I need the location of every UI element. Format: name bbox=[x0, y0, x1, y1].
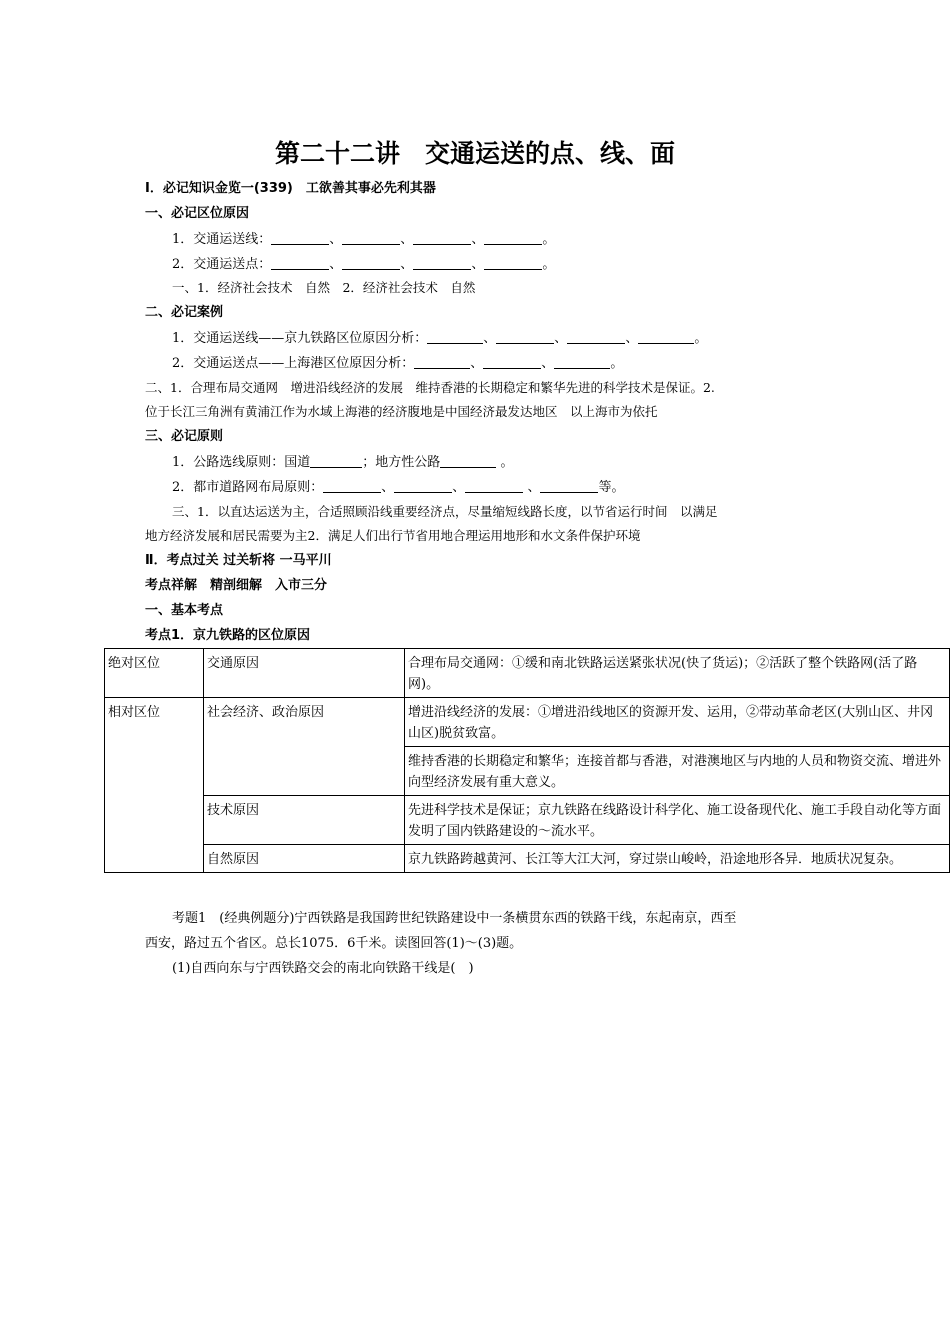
answer-1: 一、1．经济社会技术 自然 2．经济社会技术 自然 bbox=[172, 280, 476, 295]
blank[interactable] bbox=[465, 479, 523, 493]
blank[interactable] bbox=[271, 231, 329, 245]
blank[interactable] bbox=[484, 256, 542, 270]
blank[interactable] bbox=[271, 256, 329, 270]
question-jingjiu-line: 1．交通运送线——京九铁路区位原因分析： 、 、 、 。 bbox=[172, 331, 708, 346]
question-label: 2．交通运送点——上海港区位原因分析： bbox=[172, 356, 415, 371]
exam-question-line-2: 西安，路过五个省区。总长1075．6千米。读图回答(1)～(3)题。 bbox=[145, 936, 523, 951]
question-city-road-network: 2．都市道路网布局原则： 、 、 、 等。 bbox=[172, 480, 625, 495]
question-label: 2．交通运送点： bbox=[172, 257, 272, 272]
table-cell: 社会经济、政治原因 bbox=[204, 698, 405, 796]
point-1-heading: 考点1．京九铁路的区位原因 bbox=[145, 628, 311, 643]
table-row bbox=[105, 698, 950, 747]
answer-3-line-1: 三、1．以直达运送为主，合适照顾沿线重要经济点，尽量缩短线路长度，以节省运行时间 以满足 bbox=[172, 504, 718, 519]
table-cell: 相对区位 bbox=[105, 698, 204, 873]
table-row bbox=[105, 845, 950, 873]
blank[interactable] bbox=[323, 479, 381, 493]
punctuation: 。 bbox=[500, 455, 514, 470]
answer-2-line-1: 二、1．合理布局交通网 增进沿线经济的发展 维持香港的长期稳定和繁华先进的科学技术是保证。2. bbox=[145, 380, 715, 395]
basic-points-heading: 一、基本考点 bbox=[145, 603, 224, 618]
table-cell: 绝对区位 bbox=[105, 649, 204, 698]
question-road-principles bbox=[172, 454, 513, 471]
blank[interactable] bbox=[342, 231, 400, 245]
table-row bbox=[105, 649, 950, 698]
question-label: 1．公路选线原则：国道 bbox=[172, 455, 311, 470]
blank[interactable] bbox=[427, 330, 483, 344]
blank[interactable] bbox=[414, 355, 470, 369]
blank[interactable] bbox=[413, 256, 471, 270]
subsection-cases: 二、必记案例 bbox=[145, 305, 224, 320]
question-transport-line: 1．交通运送线： 、 、 、 。 bbox=[172, 232, 556, 247]
question-label: ；地方性公路 bbox=[362, 455, 441, 470]
blank[interactable] bbox=[496, 330, 554, 344]
table-cell: 技术原因 bbox=[204, 796, 405, 845]
exam-question-line-1: 考题1 (经典例题分)宁西铁路是我国跨世纪铁路建设中一条横贯东西的铁路干线，东起南京，西至 bbox=[172, 911, 737, 926]
blank[interactable] bbox=[484, 231, 542, 245]
answer-3-line-2: 地方经济发展和居民需要为主2．满足人们出行节省用地合理运用地形和水文条件保护环境 bbox=[145, 528, 641, 543]
question-transport-point: 2．交通运送点： 、 、 、 。 bbox=[172, 257, 556, 272]
table-cell: 先进科学技术是保证；京九铁路在线路设计科学化、施工设备现代化、施工手段自动化等方面发明了国内铁路建设的～流水平。 bbox=[405, 796, 950, 845]
question-shanghai-port: 2．交通运送点——上海港区位原因分析： 、 、 。 bbox=[172, 356, 624, 371]
section-2-heading: Ⅱ．考点过关 过关斩将 一马平川 bbox=[145, 553, 332, 568]
blank[interactable] bbox=[440, 454, 496, 468]
question-label: 等。 bbox=[598, 480, 625, 495]
table-cell: 维持香港的长期稳定和繁华；连接首都与香港，对港澳地区与内地的人员和物资交流、增进外向型经济发展有重大意义。 bbox=[405, 747, 950, 796]
table-cell: 合理布局交通网：①缓和南北铁路运送紧张状况(快了货运)；②活跃了整个铁路网(活了路网)。 bbox=[405, 649, 950, 698]
exam-subquestion-1: (1)自西向东与宁西铁路交会的南北向铁路干线是( ) bbox=[172, 961, 474, 976]
table-cell: 京九铁路跨越黄河、长江等大江大河，穿过崇山峻岭，沿途地形各异．地质状况复杂。 bbox=[405, 845, 950, 873]
blank[interactable] bbox=[483, 355, 541, 369]
location-reasons-table bbox=[104, 648, 950, 873]
table-cell: 自然原因 bbox=[204, 845, 405, 873]
table-row bbox=[105, 796, 950, 845]
blank[interactable] bbox=[310, 454, 362, 468]
question-label: 1．交通运送线——京九铁路区位原因分析： bbox=[172, 331, 428, 346]
blank[interactable] bbox=[540, 479, 598, 493]
page-title: 第二十二讲 交通运送的点、线、面 bbox=[274, 139, 675, 168]
blank[interactable] bbox=[413, 231, 471, 245]
blank[interactable] bbox=[342, 256, 400, 270]
subsection-location-reasons: 一、必记区位原因 bbox=[145, 206, 250, 221]
answer-2-line-2: 位于长江三角洲有黄浦江作为水域上海港的经济腹地是中国经济最发达地区 以上海市为依托 bbox=[145, 404, 658, 419]
question-label: 1．交通运送线： bbox=[172, 232, 272, 247]
table-cell: 增进沿线经济的发展：①增进沿线地区的资源开发、运用，②带动革命老区(大别山区、井冈山区)脱贫致富。 bbox=[405, 698, 950, 747]
subsection-principles: 三、必记原则 bbox=[145, 429, 224, 444]
blank[interactable] bbox=[567, 330, 625, 344]
table-cell: 交通原因 bbox=[204, 649, 405, 698]
blank[interactable] bbox=[394, 479, 452, 493]
blank[interactable] bbox=[638, 330, 694, 344]
section-1-heading: I．必记知识金览一(339) 工欲善其事必先利其器 bbox=[145, 181, 436, 196]
question-label: 2．都市道路网布局原则： bbox=[172, 480, 324, 495]
section-2-subheading: 考点祥解 精剖细解 入市三分 bbox=[145, 578, 328, 593]
blank[interactable] bbox=[554, 355, 610, 369]
